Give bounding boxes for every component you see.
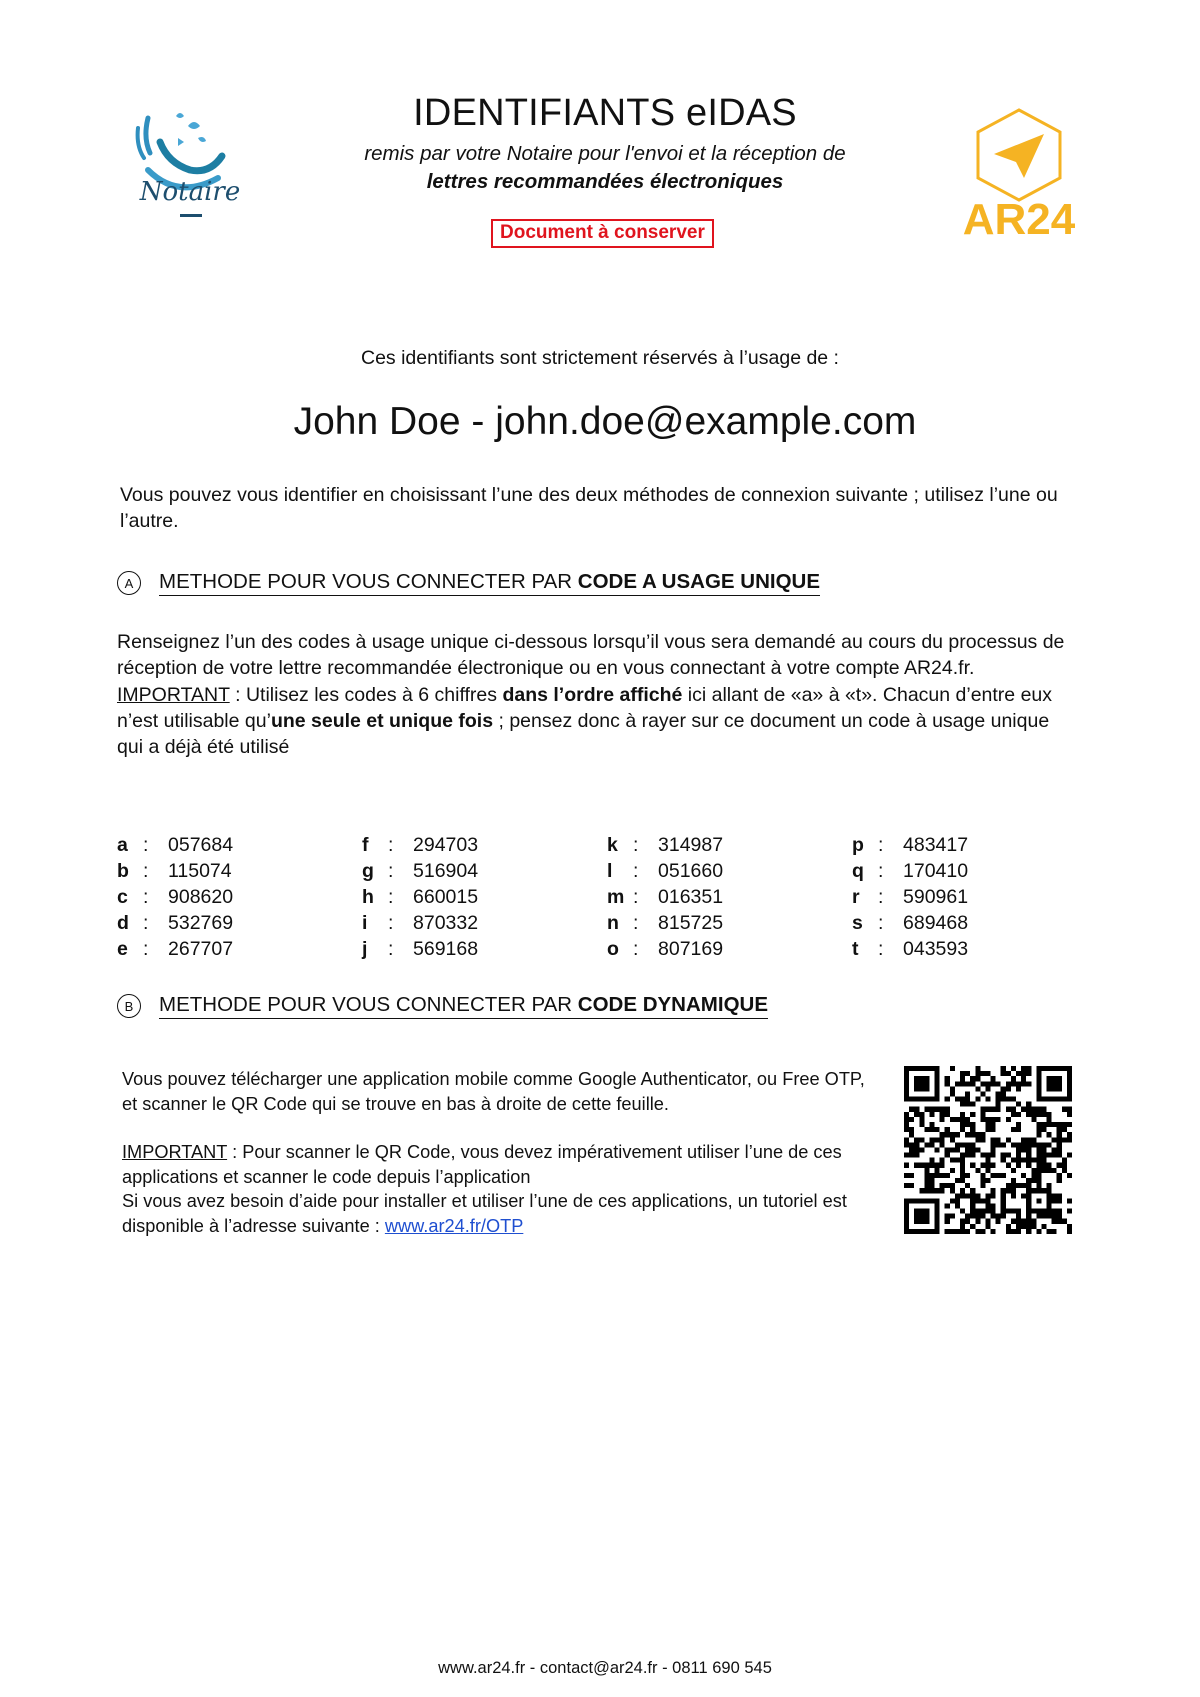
code-row: p : 483417 bbox=[852, 834, 969, 856]
method-a-important-bold-2: une seule et unique fois bbox=[270, 709, 494, 732]
otp-tutorial-link[interactable]: www.ar24.fr/OTP bbox=[384, 1215, 524, 1236]
code-letter: h bbox=[362, 886, 374, 908]
code-value: 057684 bbox=[168, 834, 234, 856]
footer-contact: www.ar24.fr - contact@ar24.fr - 0811 690 545 bbox=[438, 1659, 772, 1677]
method-b-badge: B bbox=[117, 994, 141, 1018]
code-row: n : 815725 bbox=[607, 912, 724, 934]
code-row: g : 516904 bbox=[362, 860, 479, 882]
code-letter: j bbox=[362, 938, 368, 960]
code-row: a : 057684 bbox=[117, 834, 234, 856]
method-a-title-bold: CODE A USAGE UNIQUE bbox=[577, 570, 821, 593]
code-value: 660015 bbox=[413, 886, 479, 908]
document-title: IDENTIFIANTS eIDAS bbox=[413, 92, 797, 134]
code-value: 807169 bbox=[658, 938, 724, 960]
code-row: h : 660015 bbox=[362, 886, 479, 908]
code-value: 815725 bbox=[658, 912, 724, 934]
code-row: o : 807169 bbox=[607, 938, 724, 960]
code-letter: k bbox=[607, 834, 618, 856]
method-a-important-label: IMPORTANT bbox=[117, 683, 230, 706]
code-letter: t bbox=[852, 938, 859, 960]
method-b-heading bbox=[117, 993, 768, 1019]
document-subtitle-line2: lettres recommandées électroniques bbox=[426, 170, 784, 193]
method-a-important-bold-1: dans l’ordre affiché bbox=[502, 683, 683, 706]
code-letter: l bbox=[607, 860, 613, 882]
code-row: q : 170410 bbox=[852, 860, 969, 882]
codes-column bbox=[607, 832, 723, 962]
code-row: d : 532769 bbox=[117, 912, 234, 934]
code-letter: c bbox=[117, 886, 128, 908]
code-row: j : 569168 bbox=[362, 938, 479, 960]
code-letter: g bbox=[362, 860, 374, 882]
code-letter: b bbox=[117, 860, 129, 882]
keep-document-badge: Document à conserver bbox=[491, 219, 714, 248]
method-b-important-label: IMPORTANT bbox=[122, 1142, 228, 1163]
code-letter: f bbox=[362, 834, 369, 856]
reserved-usage-text: Ces identifiants sont strictement réservés à l’usage de : bbox=[361, 347, 839, 369]
svg-text:Notaire: Notaire bbox=[139, 177, 241, 207]
code-row: r : 590961 bbox=[852, 886, 969, 908]
code-letter: i bbox=[362, 912, 368, 934]
codes-column bbox=[852, 832, 968, 962]
code-row: f : 294703 bbox=[362, 834, 479, 856]
code-value: 043593 bbox=[903, 938, 969, 960]
code-row: k : 314987 bbox=[607, 834, 724, 856]
code-value: 294703 bbox=[413, 834, 479, 856]
code-letter: o bbox=[607, 938, 619, 960]
notaire-logo bbox=[118, 108, 263, 233]
code-value: 516904 bbox=[413, 860, 479, 882]
code-row: t : 043593 bbox=[852, 938, 969, 960]
ar24-logo bbox=[948, 104, 1090, 244]
code-letter: r bbox=[852, 886, 860, 908]
method-a-important-text-3: ; pensez donc à rayer sur ce document un code à usage unique qui a déjà été utilisé bbox=[117, 709, 1050, 759]
code-letter: p bbox=[852, 834, 864, 856]
method-a-paragraph: Renseignez l’un des codes à usage unique ci-dessous lorsqu’il vous sera demandé au cours du processus de réception de votre lettre recommandée électronique ou en vous connectant à votre compte AR24.fr. bbox=[117, 631, 1065, 680]
method-b-important bbox=[122, 1140, 872, 1189]
code-value: 870332 bbox=[413, 912, 479, 934]
qr-code-icon bbox=[904, 1066, 1072, 1234]
code-value: 314987 bbox=[658, 834, 724, 856]
code-row: c : 908620 bbox=[117, 886, 234, 908]
code-value: 170410 bbox=[903, 860, 969, 882]
code-letter: s bbox=[852, 912, 863, 934]
code-value: 267707 bbox=[168, 938, 234, 960]
document-subtitle-line1: remis par votre Notaire pour l'envoi et la réception de bbox=[364, 142, 846, 165]
connection-methods-intro: Vous pouvez vous identifier en choisissant l’une des deux méthodes de connexion suivante ; utilisez l’une ou l’autre. bbox=[120, 484, 1058, 532]
method-a-title bbox=[159, 570, 820, 596]
method-a-title-prefix: METHODE POUR VOUS CONNECTER PAR bbox=[159, 570, 578, 593]
qr-code bbox=[904, 1066, 1072, 1234]
code-letter: a bbox=[117, 834, 128, 856]
code-row: i : 870332 bbox=[362, 912, 479, 934]
method-a-important-text-1: : Utilisez les codes à 6 chiffres bbox=[229, 683, 503, 706]
method-b-help-text: Si vous avez besoin d’aide pour installer et utiliser l’une de ces applications, un tutoriel est disponible à l’adresse suivante : bbox=[122, 1191, 847, 1236]
method-a-instructions bbox=[117, 629, 1077, 760]
code-row: l : 051660 bbox=[607, 860, 724, 882]
one-time-codes-table bbox=[117, 832, 1077, 972]
code-value: 115074 bbox=[168, 860, 232, 882]
code-letter: e bbox=[117, 938, 128, 960]
method-b-instructions bbox=[122, 1067, 872, 1239]
code-value: 590961 bbox=[903, 886, 969, 908]
method-a-heading bbox=[117, 570, 820, 596]
method-b-title bbox=[159, 993, 768, 1019]
method-a-badge: A bbox=[117, 571, 141, 595]
svg-text:AR24: AR24 bbox=[962, 195, 1076, 244]
method-b-title-bold: CODE DYNAMIQUE bbox=[577, 993, 768, 1016]
code-letter: d bbox=[117, 912, 129, 934]
method-a-important-text-2: ici allant de «a» à «t». Chacun d’entre eux n’est utilisable qu’ bbox=[117, 683, 1053, 732]
user-identity: John Doe - john.doe@example.com bbox=[293, 400, 917, 443]
notaire-emblem-icon bbox=[118, 108, 263, 233]
code-value: 016351 bbox=[658, 886, 724, 908]
code-value: 689468 bbox=[903, 912, 969, 934]
method-b-title-prefix: METHODE POUR VOUS CONNECTER PAR bbox=[159, 993, 578, 1016]
ar24-paper-plane-icon bbox=[948, 104, 1090, 244]
code-letter: n bbox=[607, 912, 619, 934]
method-b-help bbox=[122, 1189, 872, 1238]
code-letter: m bbox=[607, 886, 625, 908]
code-row: m : 016351 bbox=[607, 886, 724, 908]
code-value: 532769 bbox=[168, 912, 234, 934]
code-letter: q bbox=[852, 860, 864, 882]
code-value: 908620 bbox=[168, 886, 234, 908]
method-b-paragraph: Vous pouvez télécharger une application mobile comme Google Authenticator, ou Free OTP, et scanner le QR Code qui se trouve en bas à droite de cette feuille. bbox=[122, 1069, 865, 1114]
codes-column bbox=[117, 832, 233, 962]
code-row: s : 689468 bbox=[852, 912, 969, 934]
code-value: 569168 bbox=[413, 938, 479, 960]
code-value: 051660 bbox=[658, 860, 724, 882]
method-b-important-text: : Pour scanner le QR Code, vous devez impérativement utiliser l’une de ces applications et scanner le code depuis l’application bbox=[122, 1142, 842, 1187]
code-row: b : 115074 bbox=[117, 860, 232, 882]
code-row: e : 267707 bbox=[117, 938, 234, 960]
code-value: 483417 bbox=[903, 834, 969, 856]
codes-column bbox=[362, 832, 478, 962]
